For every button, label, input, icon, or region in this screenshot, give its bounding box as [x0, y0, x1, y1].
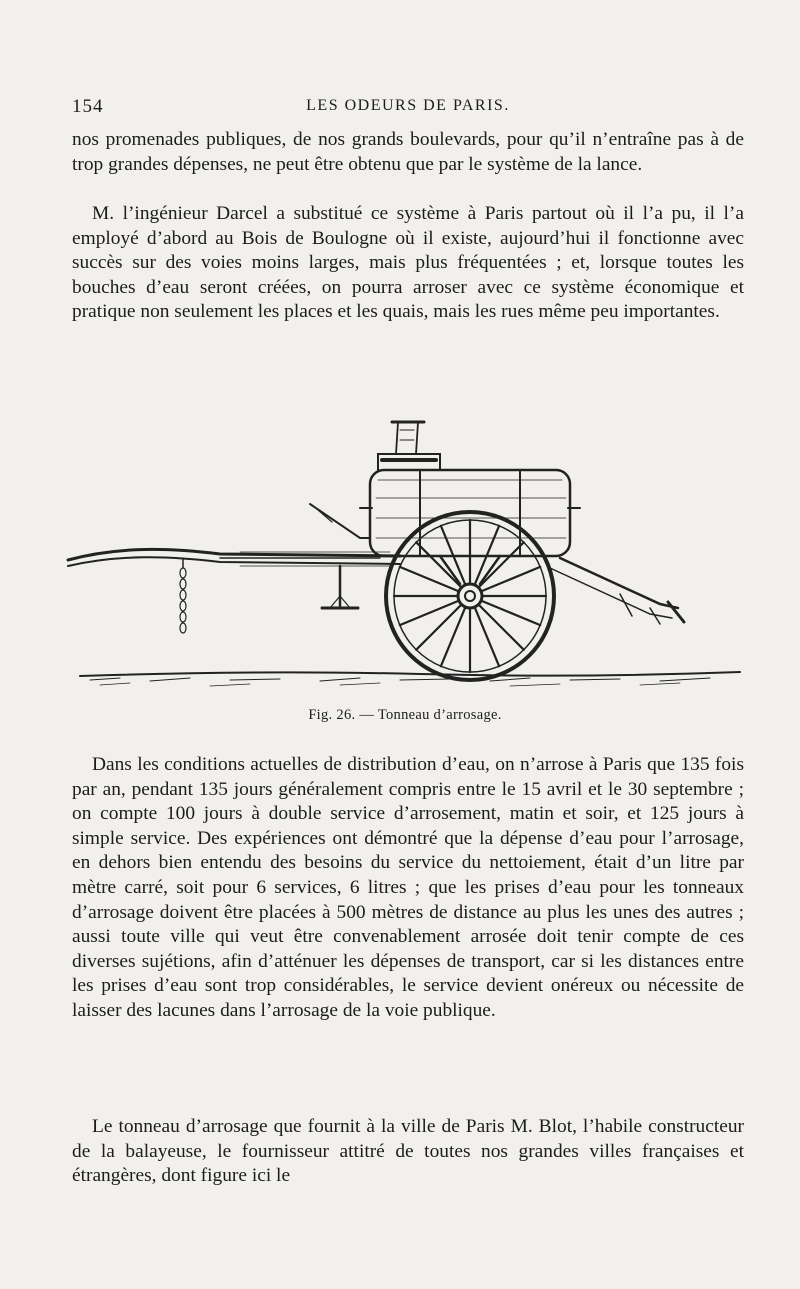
figure-caption: Fig. 26. — Tonneau d’arrosage. — [308, 707, 502, 723]
running-title: LES ODEURS DE PARIS. — [306, 97, 510, 114]
paragraph: Le tonneau d’arrosage que fournit à la ville de Paris M. Blot, l’habile constructeur de la balayeuse, le fournisseur attitré de toutes nos grandes villes françaises et étrangères, dont figure ici le — [72, 1116, 744, 1187]
running-header — [72, 96, 744, 122]
paragraph: Dans les conditions actuelles de distribution d’eau, on n’arrose à Paris que 135 fois par an, pendant 135 jours généralement compris entre le 15 avril et le 30 septembre ; on compte 100 jours à double service d’arrosement, matin et soir, et 125 jours à simple service. Des expériences ont démontré que la dépense d’eau pour l’arrosage, en dehors bien entendu des besoins du service du nettoiement, était d’un litre par mètre carré, soit pour 6 services, 6 litres ; que les prises d’eau pour les tonneaux d’arrosage doivent être placées à 500 mètres de distance au plus les unes des autres ; aussi toute ville qui veut être convenablement arrosée doit tenir compte de ces diverses sujétions, afin d’atténuer les dépenses de transport, car si les distances entre les prises d’eau sont trop considérables, le service devient onéreux ou nécessite de laisser des lacunes dans l’arrosage de la voie publique. — [72, 754, 744, 1021]
paragraph: M. l’ingénieur Darcel a substitué ce système à Paris partout où il l’a pu, il l’a employé d’abord au Bois de Boulogne où il existe, aujourd’hui il fonctionne avec succès sur des voies moins larges, mais plus fréquentées ; et, lorsque toutes les bouches d’eau seront créées, on pourra arroser avec ce système économique et pratique non seulement les places et les quais, mais les rues même peu importantes. — [72, 203, 744, 323]
page-number: 154 — [72, 96, 104, 117]
watering-cart-illustration — [60, 408, 750, 704]
figure-watering-cart — [60, 408, 750, 704]
paragraph-continued: nos promenades publiques, de nos grands boulevards, pour qu’il n’entraîne pas à de trop grandes dépenses, ne peut être obtenu que par le système de la lance. — [72, 129, 744, 175]
